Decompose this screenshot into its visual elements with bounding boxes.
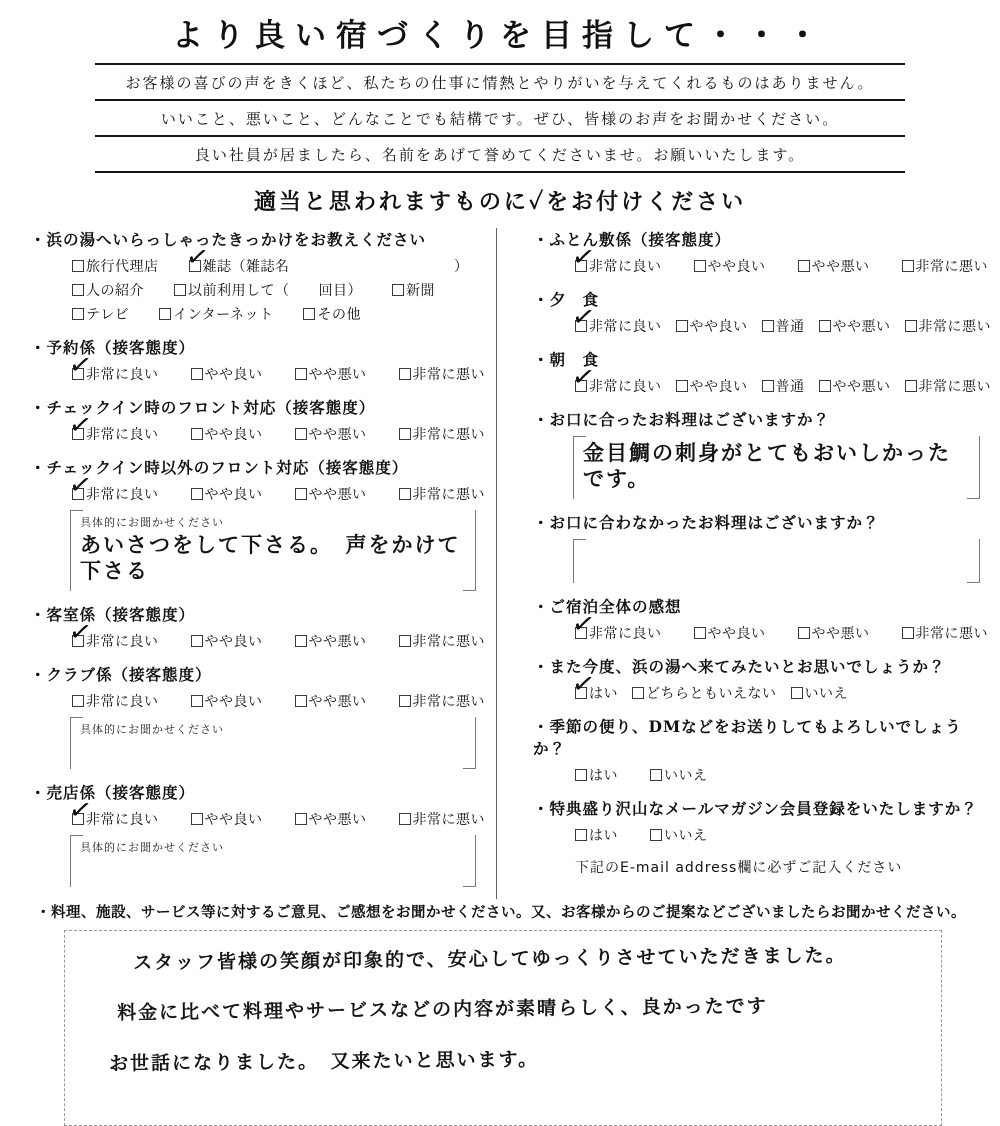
option-label: やや良い [204,811,263,828]
bottom-section [0,899,1000,1126]
checkbox[interactable] [569,606,598,642]
checkbox[interactable] [392,284,404,296]
checkbox[interactable] [191,695,203,707]
option-label: どちらともいえない [646,685,777,702]
option-label: 非常に悪い [412,487,485,503]
option-label: やや良い [204,367,263,383]
checkbox[interactable] [72,308,84,320]
option-label: 非常に良い [86,633,159,650]
checkmark-icon: ✓ [66,792,95,828]
checkbox-option[interactable] [399,631,486,651]
option-label: 旅行代理店 [86,259,159,275]
option-label: 非常に良い [86,693,159,710]
checkbox[interactable] [905,320,917,332]
question-overall [533,595,990,643]
checkbox[interactable] [399,813,411,825]
option-label: はい [589,827,618,844]
option-label: 非常に悪い [915,625,988,642]
question-title: ・季節の便り、DMなどをお送りしてもよろしいでしょうか？ [533,716,962,758]
checkbox-option[interactable] [569,606,662,643]
checkbox-option[interactable] [575,825,618,845]
checkbox-option[interactable] [295,484,367,504]
option-label: 非常に良い [589,319,662,335]
checkbox[interactable] [191,368,203,380]
checkbox-option[interactable] [399,484,486,504]
option-label: テレビ [86,307,130,323]
checkbox-option[interactable] [694,256,766,276]
rating-row [533,300,991,336]
question-dm [533,715,990,785]
option-label: やや悪い [308,367,367,383]
checkbox-option[interactable] [72,304,129,324]
checkbox-option[interactable] [66,468,159,504]
origin-row-2 [30,280,486,300]
intro-line: お客様の喜びの声をきくほど、私たちの仕事に情熱とやりがいを与えてくれるものはありません。 [95,63,905,99]
question-title: ・お口に合ったお料理はございますか？ [533,410,831,429]
checkbox-option[interactable] [902,623,989,643]
checkbox[interactable] [819,320,831,332]
checkbox[interactable] [295,368,307,380]
option-label: やや良い [689,319,748,335]
checkbox[interactable] [798,627,810,639]
checkmark-icon: ✓ [66,614,95,650]
choice-row [533,765,990,785]
checkbox-option[interactable] [902,256,989,276]
question-title: ・特典盛り沢山なメールマガジン会員登録をいたしますか？ [533,798,978,818]
checkbox[interactable] [66,348,95,383]
checkbox-option[interactable] [650,825,708,845]
checkbox-option[interactable] [676,376,748,396]
free-comment-box[interactable] [64,930,942,1126]
checkbox[interactable] [295,488,307,500]
option-label: やや良い [204,427,263,443]
checkbox[interactable] [72,695,84,707]
checkbox[interactable] [650,829,662,841]
checkbox[interactable] [819,380,831,392]
checkbox-option[interactable] [399,691,486,711]
question-checkin-other [30,456,486,591]
rating-row [30,691,486,711]
checkmark-icon: ✓ [66,468,95,503]
checkbox[interactable] [159,308,171,320]
option-label: やや悪い [308,693,367,710]
checkbox-option[interactable] [191,809,263,829]
check-instruction: 適当と思われますものに✓をお付けください [253,189,747,215]
checkbox-option[interactable] [159,304,273,324]
checkbox[interactable] [762,380,774,392]
checkmark-icon: ✓ [66,408,95,443]
checkbox[interactable] [191,813,203,825]
checkbox-option[interactable] [182,240,290,276]
checkbox-option[interactable] [569,240,662,276]
answer-box-food-disliked[interactable] [573,539,980,583]
question-reservation [30,336,486,384]
checkmark-icon: ✓ [569,666,598,702]
intro-line: いいこと、悪いこと、どんなことでも結構です。ぜひ、皆様のお声をお聞かせください。 [95,99,905,135]
question-title: ・ご宿泊全体の感想 [533,596,682,616]
option-label: その他 [317,307,361,323]
option-label: やや悪い [308,487,367,503]
checkmark-icon: ✓ [569,300,598,335]
checkbox-option[interactable] [72,280,144,300]
checkbox-option[interactable] [174,280,362,300]
checkbox[interactable] [575,769,587,781]
checkbox-option[interactable] [72,256,159,276]
checkbox[interactable] [295,695,307,707]
question-title: ・ふとん敷係（接客態度） [533,230,732,249]
checkbox-option[interactable] [632,683,777,703]
question-revisit [533,655,990,703]
option-label: やや良い [689,379,748,395]
option-label: やや良い [707,259,766,275]
checkbox-option[interactable] [392,280,435,300]
checkmark-icon: ✓ [66,348,95,383]
question-title: ・お口に合わなかったお料理はございますか？ [533,512,880,532]
rating-row [533,360,991,396]
origin-row-3 [30,304,486,324]
question-mailmag [533,797,990,845]
checkbox-option[interactable] [569,360,662,396]
checkbox[interactable] [791,687,803,699]
checkbox-option[interactable] [569,300,662,336]
option-label: やや良い [204,633,263,650]
checkbox[interactable] [632,687,644,699]
question-title: ・夕 食 [533,290,600,309]
option-label: 非常に良い [589,379,662,395]
checkbox-option[interactable] [191,691,263,711]
checkbox[interactable] [676,320,688,332]
handwritten-comment-line: 料金に比べて料理やサービスなどの内容が素晴らしく、良かったです [117,995,768,1025]
checkbox[interactable] [399,428,411,440]
option-label: 非常に良い [86,487,159,503]
checkbox[interactable] [569,240,598,275]
rating-row [30,468,486,504]
checkbox-option[interactable] [191,424,263,444]
question-origin [30,228,486,324]
checkbox-option[interactable] [295,809,367,829]
option-label: 人の紹介 [86,283,144,299]
checkmark-icon: ✓ [569,240,598,275]
checkbox[interactable] [66,408,95,443]
checkbox-option[interactable] [191,484,263,504]
checkbox-option[interactable] [295,424,367,444]
option-label: いいえ [664,827,708,844]
option-label: やや悪い [811,259,870,275]
option-label: やや悪い [308,633,367,650]
checkbox-option[interactable] [791,683,849,703]
rating-row [30,348,486,384]
option-label: 非常に良い [589,259,662,275]
checkbox-option[interactable] [650,765,708,785]
option-label: やや悪い [308,811,367,828]
intro-line: 良い社員が居ましたら、名前をあげて誉めてくださいませ。お願いいたします。 [95,135,905,173]
checkbox[interactable] [676,380,688,392]
checkbox-option[interactable] [798,623,870,643]
option-label: やや悪い [832,379,891,395]
question-title: ・チェックイン時のフロント対応（接客態度） [30,398,376,417]
question-title: ・チェックイン時以外のフロント対応（接客態度） [30,458,409,477]
option-label: はい [589,685,618,702]
option-label: 非常に良い [86,427,159,443]
question-title: ・朝 食 [533,350,600,369]
checkbox[interactable] [650,769,662,781]
option-label: 新聞 [406,283,435,299]
question-food-liked [533,408,990,499]
option-label: はい [589,767,618,784]
checkbox[interactable] [191,428,203,440]
detail-label: 具体的にお聞かせください [80,722,224,736]
question-futon [533,228,990,276]
checkbox-option[interactable] [191,364,263,384]
checkbox[interactable] [303,308,315,320]
free-comment-question: ・料理、施設、サービス等に対するご意見、ご感想をお聞かせください。又、お客様からのご提案などございましたらお聞かせください。 [36,903,966,921]
detail-box-shop[interactable] [70,835,476,887]
checkbox-option[interactable] [399,364,486,384]
checkbox-option[interactable] [819,376,891,396]
checkmark-icon: ✓ [182,240,211,275]
answer-box-food-liked[interactable] [573,436,980,499]
checkbox-option[interactable] [303,304,361,324]
checkbox[interactable] [399,488,411,500]
handwritten-comment-line: スタッフ皆様の笑顔が印象的で、安心してゆっくりさせていただきました。 [133,944,847,974]
checkbox-option[interactable] [66,408,159,444]
checkbox-option[interactable] [798,256,870,276]
checkbox[interactable] [762,320,774,332]
email-note: 下記のE-mail address欄に必ずご記入ください [575,859,903,876]
detail-box-club[interactable] [70,717,476,769]
checkbox[interactable] [66,614,95,650]
checkbox-option[interactable] [295,631,367,651]
checkbox[interactable] [569,666,598,702]
checkbox[interactable] [295,635,307,647]
checkbox[interactable] [694,627,706,639]
checkbox[interactable] [569,360,598,395]
checkbox-option[interactable] [569,666,618,703]
question-title: ・クラブ係（接客態度） [30,664,212,684]
handwritten-answer: あいさつをして下さる。 声をかけて下さる [80,533,461,584]
option-label: 非常に悪い [412,693,485,710]
rating-row [30,408,486,444]
question-title: ・また今度、浜の湯へ来てみたいとお思いでしょうか？ [533,656,946,676]
checkbox[interactable] [66,792,95,828]
option-label: 普通 [775,319,805,335]
option-label: 雑誌（雑誌名 [202,259,290,275]
checkbox[interactable] [905,380,917,392]
question-title: ・浜の湯へいらっしゃったきっかけをお教えください [30,230,427,249]
option-label: 非常に良い [86,367,159,383]
checkbox-option[interactable] [66,614,159,651]
option-label: やや良い [204,693,263,710]
checkbox[interactable] [575,829,587,841]
checkbox[interactable] [694,260,706,272]
question-title: ・客室係（接客態度） [30,604,196,624]
checkbox-option[interactable] [905,376,992,396]
checkbox-option[interactable] [66,348,159,384]
question-checkin [30,396,486,444]
checkbox[interactable] [295,813,307,825]
detail-box-front[interactable] [70,510,476,591]
option-label: 非常に悪い [412,633,485,650]
option-label: 非常に悪い [412,811,485,828]
checkmark-icon: ✓ [569,606,598,642]
page-title: より良い宿づくりを目指して・・・ [172,18,828,54]
option-label: 非常に悪い [412,427,485,443]
checkbox-option[interactable] [399,809,486,829]
question-dinner [533,288,990,336]
rating-row [533,240,990,276]
right-column [496,228,990,899]
checkbox[interactable] [191,635,203,647]
checkbox[interactable] [66,468,95,503]
checkbox[interactable] [569,300,598,335]
handwritten-answer: 金目鯛の刺身がとてもおいしかったです。 [583,441,951,492]
checkbox[interactable] [902,627,914,639]
checkbox[interactable] [174,284,186,296]
checkbox[interactable] [182,240,211,275]
option-label: やや悪い [832,319,891,335]
checkbox-option[interactable] [72,691,159,711]
checkbox-option[interactable] [819,316,891,336]
detail-label: 具体的にお聞かせください [80,840,224,854]
checkbox-option[interactable] [295,364,367,384]
checkbox-option[interactable] [676,316,748,336]
checkbox-option[interactable] [762,376,805,396]
checkbox[interactable] [399,635,411,647]
checkbox[interactable] [72,260,84,272]
handwritten-comment-line: お世話になりました。 又来たいと思います。 [109,1048,540,1075]
question-room-staff [30,603,486,651]
checkbox[interactable] [295,428,307,440]
question-food-disliked [533,511,990,583]
main-columns [0,228,1000,899]
origin-row-1 [30,240,486,276]
option-label: いいえ [664,767,708,784]
checkbox[interactable] [399,368,411,380]
checkbox-option[interactable] [694,623,766,643]
option-label: やや悪い [308,427,367,443]
field-close-paren: ） [454,259,468,275]
question-breakfast [533,348,990,396]
checkmark-icon: ✓ [569,360,598,395]
option-label: 非常に良い [589,625,662,642]
question-title: ・売店係（接客態度） [30,782,196,802]
option-label: 非常に悪い [412,367,485,383]
option-label: 以前利用して（ 回目） [188,283,362,299]
checkbox[interactable] [72,284,84,296]
intro-section [95,63,905,173]
question-shop-staff [30,781,486,887]
checkbox-option[interactable] [191,631,263,651]
option-label: 非常に良い [86,811,159,828]
checkbox[interactable] [798,260,810,272]
option-label: 非常に悪い [915,259,988,275]
option-label: 非常に悪い [918,379,991,395]
question-club-staff [30,663,486,769]
checkbox-option[interactable] [905,316,992,336]
checkbox[interactable] [902,260,914,272]
option-label: 非常に悪い [918,319,991,335]
option-label: インターネット [173,307,274,323]
option-label: やや良い [707,625,766,642]
checkbox-option[interactable] [575,765,618,785]
checkbox-option[interactable] [295,691,367,711]
option-label: やや悪い [811,625,870,642]
checkbox[interactable] [191,488,203,500]
checkbox-option[interactable] [66,792,159,829]
detail-label: 具体的にお聞かせください [80,516,224,529]
choice-row [533,825,990,845]
checkbox-option[interactable] [762,316,805,336]
question-title: ・予約係（接客態度） [30,338,196,357]
left-column [30,228,496,899]
option-label: いいえ [804,685,848,702]
option-label: やや良い [204,487,263,503]
checkbox-option[interactable] [399,424,486,444]
checkbox[interactable] [399,695,411,707]
option-label: 普通 [775,379,805,395]
